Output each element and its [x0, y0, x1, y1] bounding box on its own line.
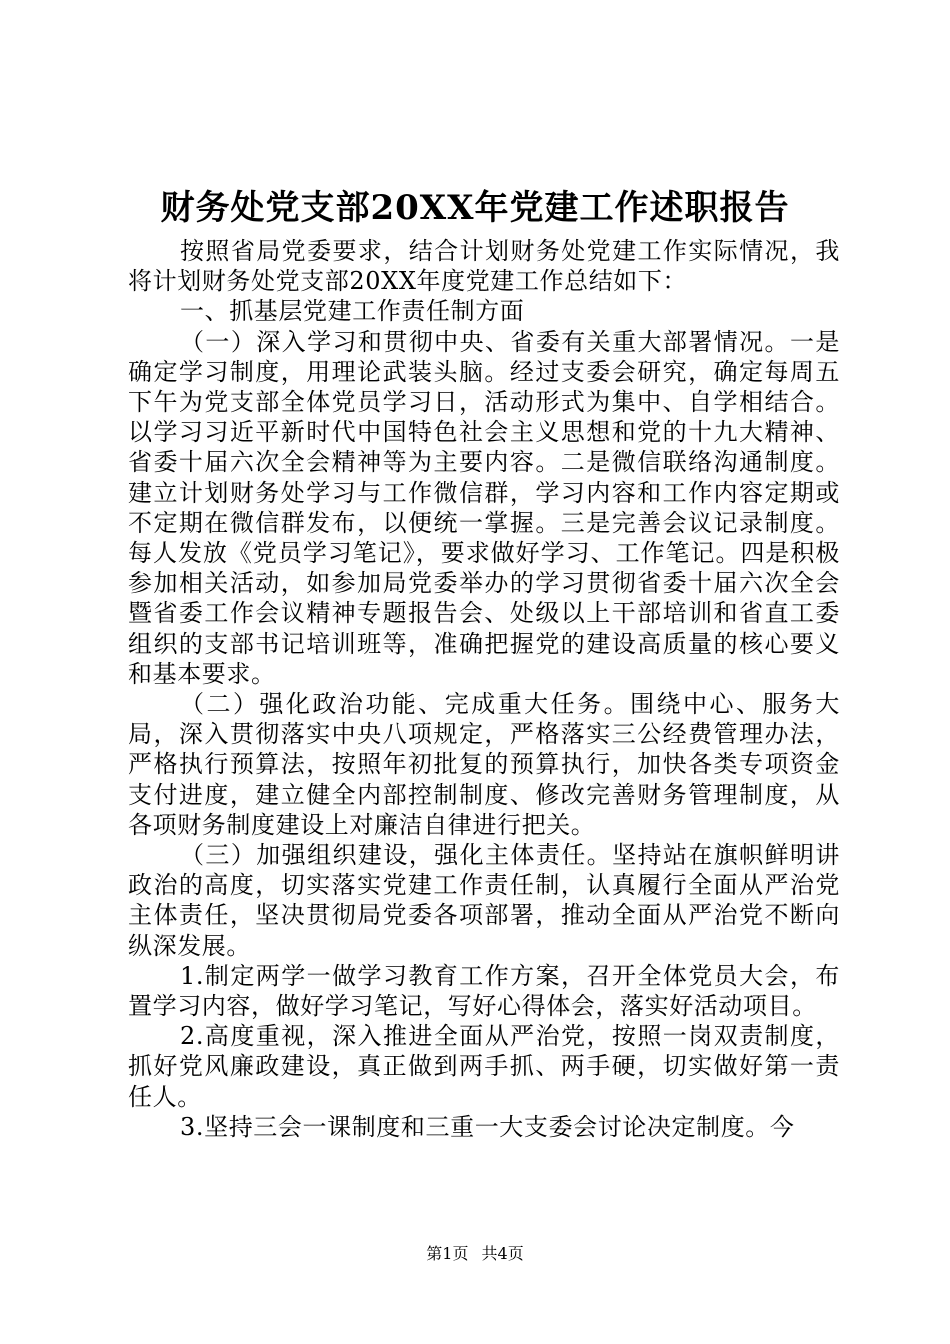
section-heading-1: 一、抓基层党建工作责任制方面: [180, 297, 525, 326]
document-body: [128, 236, 840, 1142]
list-item-3: 3.坚持三会一课制度和三重一大支委会讨论决定制度。今: [180, 1112, 795, 1141]
list-item-2: 2.高度重视，深入推进全面从严治党，按照一岗双责制度，抓好党风廉政建设，真正做到两手抓、两手硬，切实做好第一责任人。: [128, 1022, 840, 1111]
list-item-1: 1.制定两学一做学习教育工作方案，召开全体党员大会，布置学习内容，做好学习笔记，写好心得体会，落实好活动项目。: [128, 961, 840, 1021]
subsection-1-paragraph: （一）深入学习和贯彻中央、省委有关重大部署情况。一是确定学习制度，用理论武装头脑。经过支委会研究，确定每周五下午为党支部全体党员学习日，活动形式为集中、自学相结合。以学习习近平新时代中国特色社会主义思想和党的十九大精神、省委十届六次全会精神等为主要内容。二是微信联络沟通制度。建立计划财务处学习与工作微信群，学习内容和工作内容定期或不定期在微信群发布，以便统一掌握。三是完善会议记录制度。每人发放《党员学习笔记》，要求做好学习、工作笔记。四是积极参加相关活动，如参加局党委举办的学习贯彻省委十届六次全会暨省委工作会议精神专题报告会、处级以上干部培训和省直工委组织的支部书记培训班等，准确把握党的建设高质量的核心要义和基本要求。: [128, 327, 840, 688]
subsection-2-paragraph: （二）强化政治功能、完成重大任务。围绕中心、服务大局，深入贯彻落实中央八项规定，严格落实三公经费管理办法，严格执行预算法，按照年初批复的预算执行，加快各类专项资金支付进度，建立健全内部控制制度、修改完善财务管理制度，从各项财务制度建设上对廉洁自律进行把关。: [128, 690, 840, 839]
intro-paragraph: 按照省局党委要求，结合计划财务处党建工作实际情况，我将计划财务处党支部20XX年度党建工作总结如下：: [128, 237, 840, 296]
page-footer: [0, 1244, 950, 1264]
document-title: 财务处党支部20XX年党建工作述职报告: [160, 188, 790, 228]
subsection-3-paragraph: （三）加强组织建设，强化主体责任。坚持站在旗帜鲜明讲政治的高度，切实落实党建工作责任制，认真履行全面从严治党主体责任，坚决贯彻局党委各项部署，推动全面从严治党不断向纵深发展。: [128, 841, 840, 960]
page-number-current: 第1页: [426, 1244, 469, 1263]
page-number-total: 共4页: [481, 1244, 524, 1263]
